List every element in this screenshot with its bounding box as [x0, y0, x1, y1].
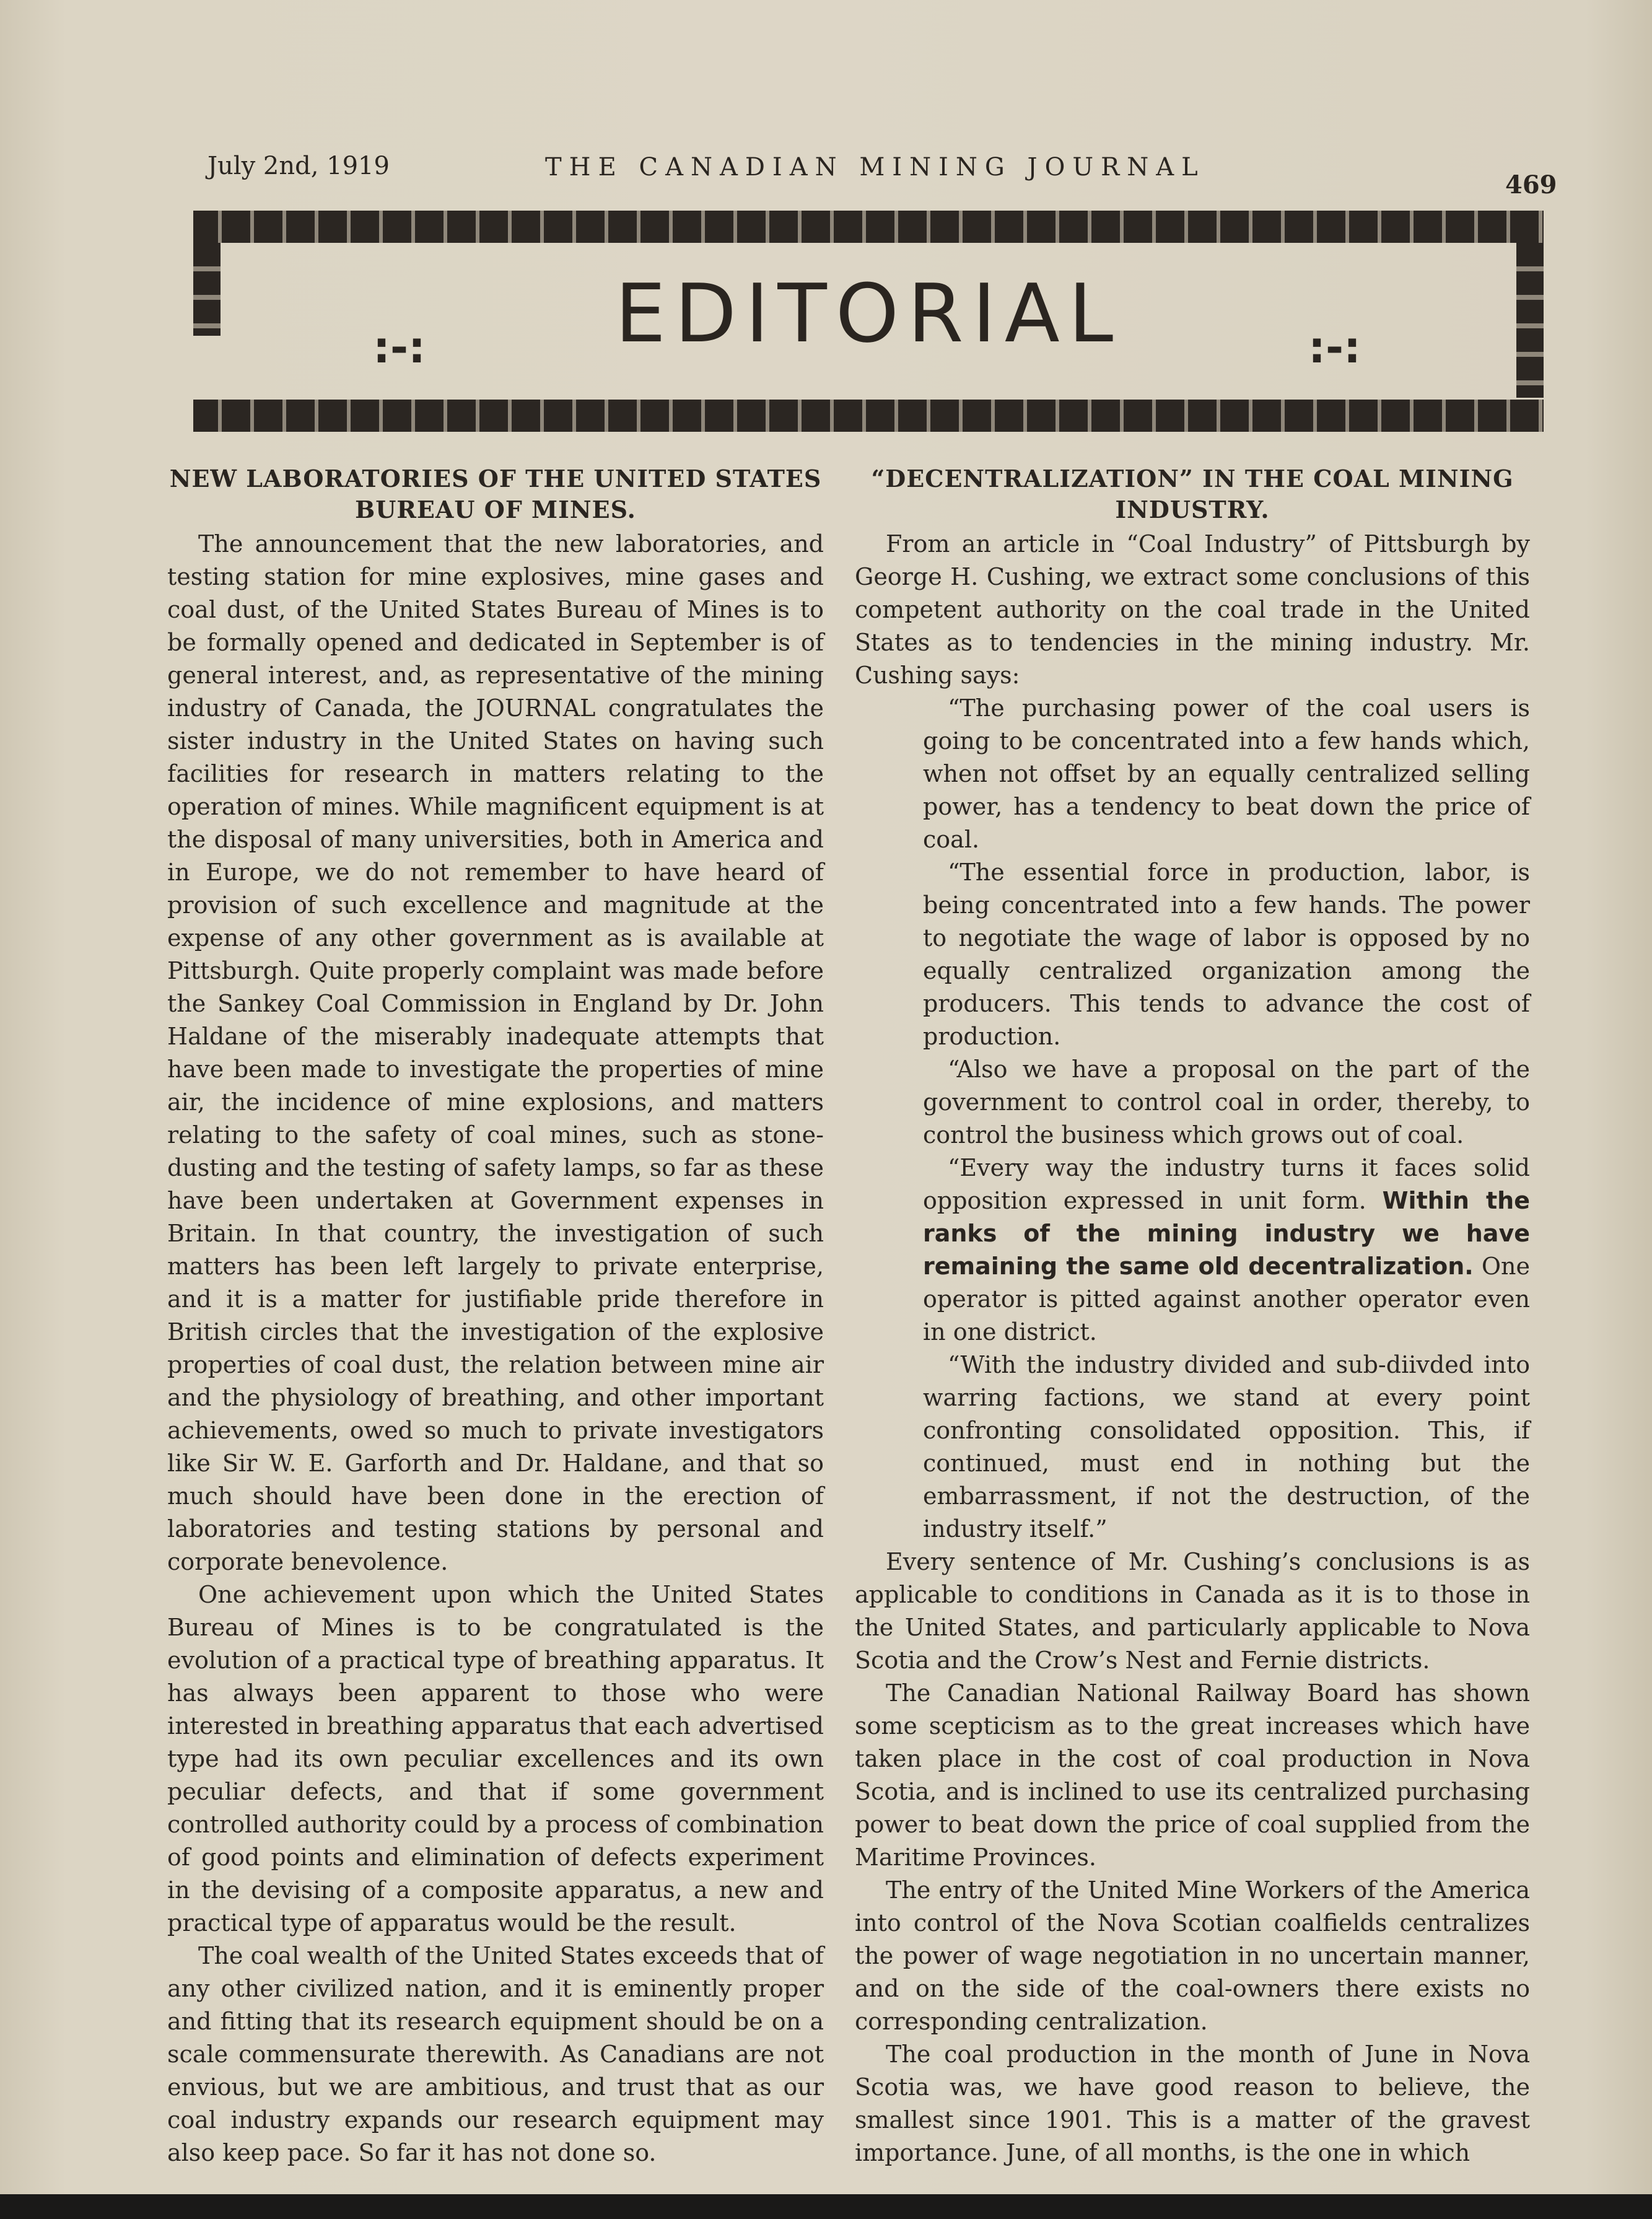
ornament-right: :-: — [1308, 322, 1361, 373]
editorial-banner — [193, 211, 1544, 440]
right-paragraph: The entry of the United Mine Workers of the America into control of the Nova Scotian coalfields centralizes the power of wage negotiation in no uncertain manner, and on the side of the coal-owners there exists no corresponding centralization. — [855, 1876, 1530, 2035]
quote-paragraph: “With the industry divided and sub-diivded into warring factions, we stand at every point confronting consolidated opposition. This, if continued, must end in nothing but the embarrassment, if not the destruction, of the industry itself.” — [923, 1351, 1530, 1543]
right-paragraph: The coal production in the month of June in Nova Scotia was, we have good reason to believe, the smallest since 1901. This is a matter of the gravest importance. June, of all months, is the one in which — [855, 2041, 1530, 2166]
quote-paragraph: “The essential force in production, labor, is being concentrated into a few hands. The power to negotiate the wage of labor is opposed by no equally centralized organization among the producers. This tends to advance the cost of production. — [923, 859, 1530, 1050]
journal-title: THE CANADIAN MINING JOURNAL — [545, 153, 1205, 182]
left-paragraph: The coal wealth of the United States exceeds that of any other civilized nation, and it is eminently proper and fitting that its research equipment should be on a scale commensurate therewith. As Canadians are not envious, but we are ambitious, and trust that as our coal industry expands our research equipment may also keep pace. So far it has not done so. — [167, 1942, 824, 2166]
quote4-end: One operator is pitted against another operator even in one district. — [923, 1253, 1530, 1346]
right-paragraph: The Canadian National Railway Board has shown some scepticism as to the great increases which have taken place in the cost of coal production in Nova Scotia, and is inclined to use its centralized purchasing power to beat down the price of coal supplied from the Maritime Provinces. — [855, 1679, 1530, 1871]
scan-edge — [0, 2194, 1652, 2219]
running-header — [0, 152, 1652, 199]
left-article-heading: NEW LABORATORIES OF THE UNITED STATES BUREAU OF MINES. — [169, 465, 822, 523]
right-intro: From an article in “Coal Industry” of Pittsburgh by George H. Cushing, we extract some conclusions of this competent authority on the coal trade in the United States as to tendencies in the mining industry. Mr. Cushing says: — [855, 530, 1530, 689]
left-column — [167, 463, 824, 2169]
banner-border-bottom — [193, 400, 1544, 432]
quote-paragraph: “Also we have a proposal on the part of the government to control coal in order, thereby, to control the business which grows out of coal. — [923, 1056, 1530, 1149]
section-title: EDITORIAL — [614, 266, 1122, 361]
ornament-left: :-: — [373, 322, 426, 373]
quote4-bold: Within the ranks of the mining industry we have remaining the same old decentralization. — [923, 1187, 1530, 1280]
banner-border-top — [193, 211, 1544, 243]
quote-paragraph: “The purchasing power of the coal users is going to be concentrated into a few hands which, when not offset by an equally centralized selling power, has a tendency to beat down the price of coal. — [923, 694, 1530, 853]
left-paragraph: One achievement upon which the United States Bureau of Mines is to be congratulated is the evolution of a practical type of breathing apparatus. It has always been apparent to those who were interested in breathing apparatus that each advertised type had its own peculiar excellences and its own peculiar defects, and that if some government controlled authority could by a process of combination of good points and elimination of defects experiment in the devising of a composite apparatus, a new and practical type of apparatus would be the result. — [167, 1581, 824, 1937]
page-number: 469 — [1505, 170, 1557, 199]
right-paragraph: Every sentence of Mr. Cushing’s conclusions is as applicable to conditions in Canada as it is to those in the United States, and particularly applicable to Nova Scotia and the Crow’s Nest and Fernie districts. — [855, 1548, 1530, 1674]
quote4-start: “Every way the industry turns it faces solid opposition expressed in unit form. — [923, 1154, 1530, 1214]
right-column — [855, 463, 1530, 2169]
left-paragraph: The announcement that the new laboratories, and testing station for mine explosives, mine gases and coal dust, of the United States Bureau of Mines is to be formally opened and dedicated in September is of general interest, and, as representative of the mining industry of Canada, the JOURNAL congratulates the sister industry in the United States on having such facilities for research in matters relating to the operation of mines. While magnificent equipment is at the disposal of many universities, both in America and in Europe, we do not remember to have heard of provision of such excellence and magnitude at the expense of any other government as is available at Pittsburgh. Quite properly complaint was made before the Sankey Coal Commission in England by Dr. John Haldane of the miserably inadequate attempts that have been made to investigate the properties of mine air, the incidence of mine explosions, and matters relating to the safety of coal mines, such as stone-dusting and the testing of safety lamps, so far as these have been undertaken at Government expenses in Britain. In that country, the investigation of such matters has been left largely to private enterprise, and it is a matter for justifiable pride therefore in British circles that the investigation of the explosive properties of coal dust, the relation between mine air and the physiology of breathing, and other important achievements, owed so much to private investigators like Sir W. E. Garforth and Dr. Haldane, and that so much should have been done in the erection of laboratories and testing stations by personal and corporate benevolence. — [167, 530, 824, 1575]
issue-date: July 2nd, 1919 — [208, 152, 390, 180]
quote-paragraph-emphasis — [855, 1152, 1530, 1349]
right-article-heading: “DECENTRALIZATION” IN THE COAL MINING INDUSTRY. — [871, 465, 1514, 523]
